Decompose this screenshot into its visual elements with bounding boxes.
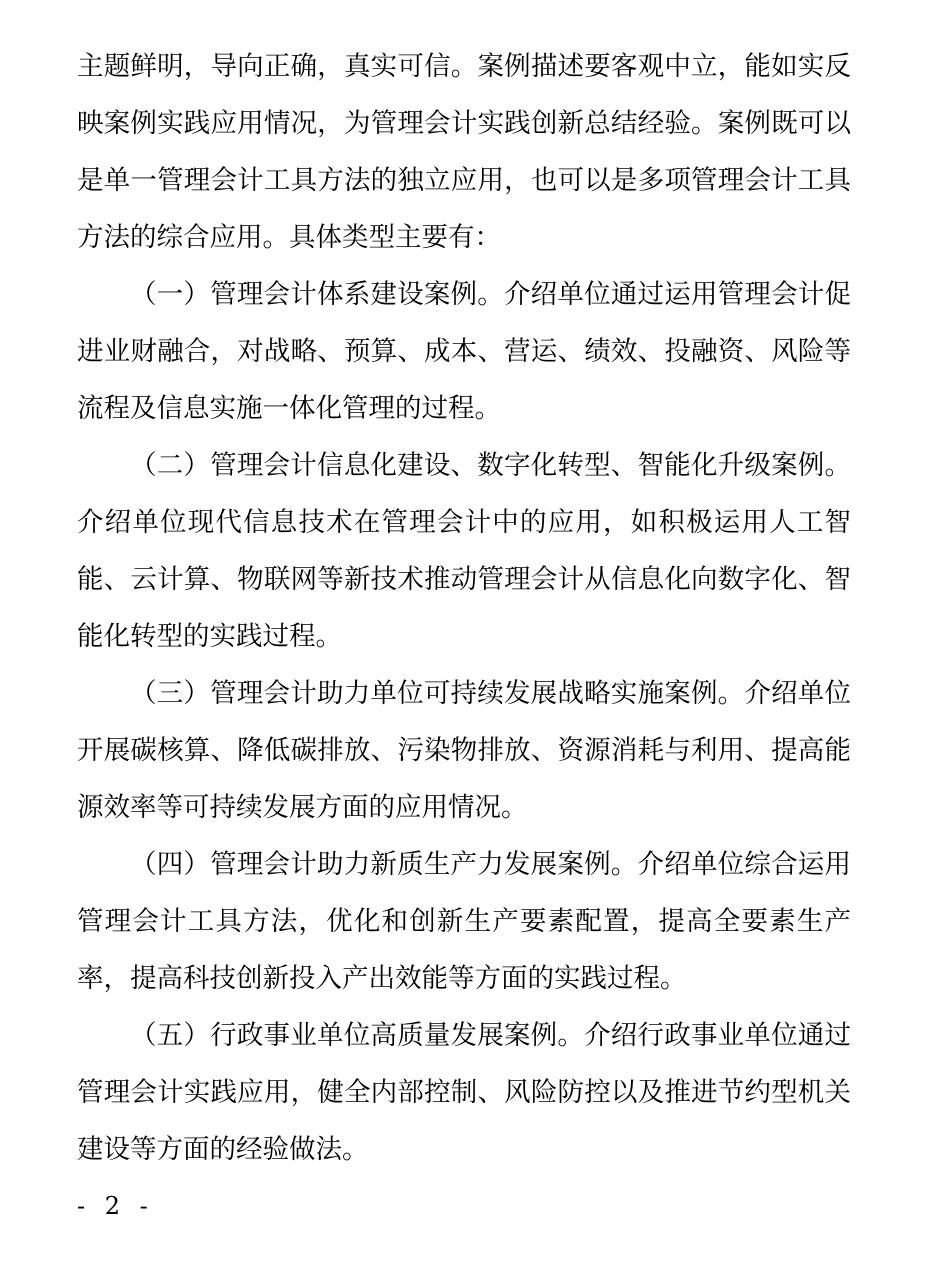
paragraph-type-3: （三）管理会计助力单位可持续发展战略实施案例。介绍单位开展碳核算、降低碳排放、污染物排放、资源消耗与利用、提高能源效率等可持续发展方面的应用情况。 [77, 678, 851, 823]
paragraph-type-4: （四）管理会计助力新质生产力发展案例。介绍单位综合运用管理会计工具方法，优化和创新生产要素配置，提高全要素生产率，提高科技创新投入产出效能等方面的实践过程。 [77, 849, 851, 994]
page-number: - 2 - [77, 1192, 154, 1220]
paragraph-type-1: （一）管理会计体系建设案例。介绍单位通过运用管理会计促进业财融合，对战略、预算、成本、营运、绩效、投融资、风险等流程及信息实施一体化管理的过程。 [77, 279, 851, 424]
paragraph-type-2: （二）管理会计信息化建设、数字化转型、智能化升级案例。介绍单位现代信息技术在管理会计中的应用，如积极运用人工智能、云计算、物联网等新技术推动管理会计从信息化向数字化、智能化转型的实践过程。 [77, 450, 851, 652]
document-body [77, 38, 851, 1178]
paragraph-intro: 主题鲜明，导向正确，真实可信。案例描述要客观中立，能如实反映案例实践应用情况，为管理会计实践创新总结经验。案例既可以是单一管理会计工具方法的独立应用，也可以是多项管理会计工具方法的综合应用。具体类型主要有： [77, 51, 851, 253]
paragraph-type-5: （五）行政事业单位高质量发展案例。介绍行政事业单位通过管理会计实践应用，健全内部控制、风险防控以及推进节约型机关建设等方面的经验做法。 [77, 1020, 851, 1165]
